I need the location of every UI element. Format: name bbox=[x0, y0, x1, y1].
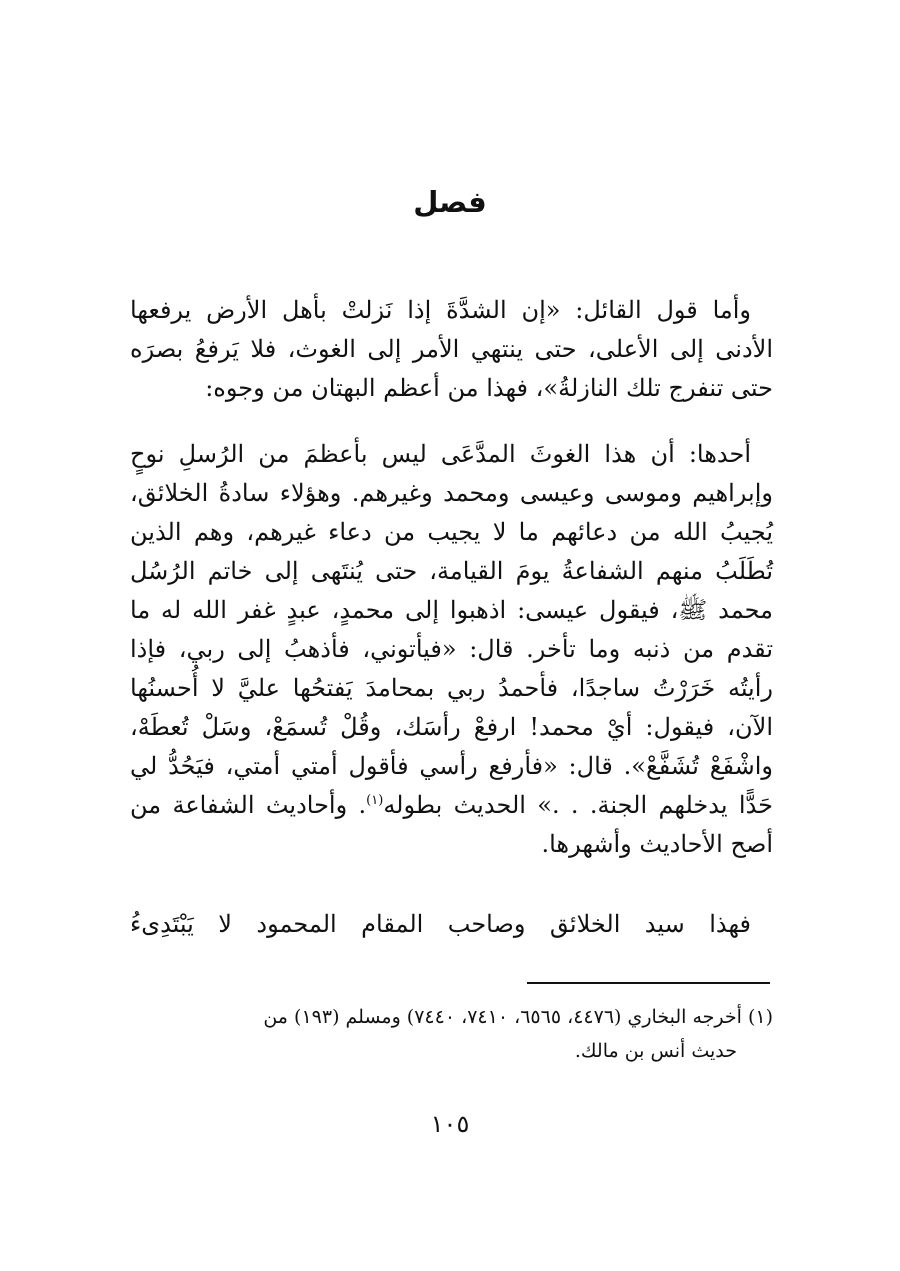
paragraph-3 bbox=[130, 905, 773, 944]
text-line: وأما قول القائل: «إن الشدَّةَ إذا نَزلتْ بأهل الأرض يرفعها bbox=[130, 296, 751, 324]
page-number: ١٠٥ bbox=[430, 1110, 470, 1138]
text-line: تقدم من ذنبه وما تأخر. قال: «فيأتوني، فأذهبُ إلى ربي، فإذا bbox=[130, 635, 773, 663]
text-line: أحدها: أن هذا الغوثَ المدَّعَى ليس بأعظمَ من الرُسلِ نوحٍ bbox=[130, 440, 751, 468]
text-line: الآن، فيقول: أيْ محمد! ارفعْ رأسَك، وقُلْ تُسمَعْ، وسَلْ تُعطَهْ، bbox=[130, 713, 773, 741]
text-line: وإبراهيم وموسى وعيسى ومحمد وغيرهم. وهؤلاء سادةُ الخلائق، bbox=[130, 479, 773, 507]
footnote-marker: (١) bbox=[747, 1006, 773, 1028]
text-line: فهذا سيد الخلائق وصاحب المقام المحمود لا يَبْتَدِىءُ bbox=[130, 910, 751, 938]
text-line: تُطَلَبُ منهم الشفاعةُ يومَ القيامة، حتى يُنتَهى إلى خاتم الرُسُل bbox=[130, 557, 773, 585]
footnote-line: حديث أنس بن مالك. bbox=[574, 1040, 737, 1062]
text-line: يُجيبُ الله من دعائهم ما لا يجيب من دعاء غيرهم، وهم الذين bbox=[130, 518, 773, 546]
text-line: الأدنى إلى الأعلى، حتى ينتهي الأمر إلى الغوث، فلا يَرفعُ بصرَه bbox=[130, 335, 773, 363]
text-segment: حَدًّا يدخلهم الجنة. . .» الحديث بطوله bbox=[383, 791, 773, 819]
text-line: رأيتُه خَرَرْتُ ساجدًا، فأحمدُ ربي بمحامدَ يَفتحُها عليَّ لا أُحسنُها bbox=[130, 674, 773, 702]
text-line: محمد ﷺ، فيقول عيسى: اذهبوا إلى محمدٍ، عبدٍ غفر الله له ما bbox=[130, 596, 773, 624]
text-segment: . وأحاديث الشفاعة من bbox=[130, 791, 367, 819]
paragraph-2 bbox=[130, 435, 773, 864]
text-line: واشْفَعْ تُشَفَّعْ». قال: «فأرفع رأسي فأقول أمتي أمتي، فيَحُدُّ لي bbox=[130, 752, 773, 780]
text-line: أصح الأحاديث وأشهرها. bbox=[541, 830, 773, 858]
footnote-reference[interactable]: (١) bbox=[366, 793, 384, 808]
section-title: فصل bbox=[413, 185, 487, 219]
footnote-divider bbox=[527, 982, 770, 984]
footnote-text: أخرجه البخاري (٤٤٧٦، ٦٥٦٥، ٧٤١٠، ٧٤٤٠) ومسلم (١٩٣) من bbox=[263, 1006, 742, 1028]
footnote-line bbox=[130, 1000, 773, 1034]
text-line: حتى تنفرج تلك النازلةُ»، فهذا من أعظم البهتان من وجوه: bbox=[205, 374, 773, 402]
text-line bbox=[130, 786, 773, 825]
footnote bbox=[130, 1000, 773, 1068]
paragraph-1 bbox=[130, 291, 773, 408]
